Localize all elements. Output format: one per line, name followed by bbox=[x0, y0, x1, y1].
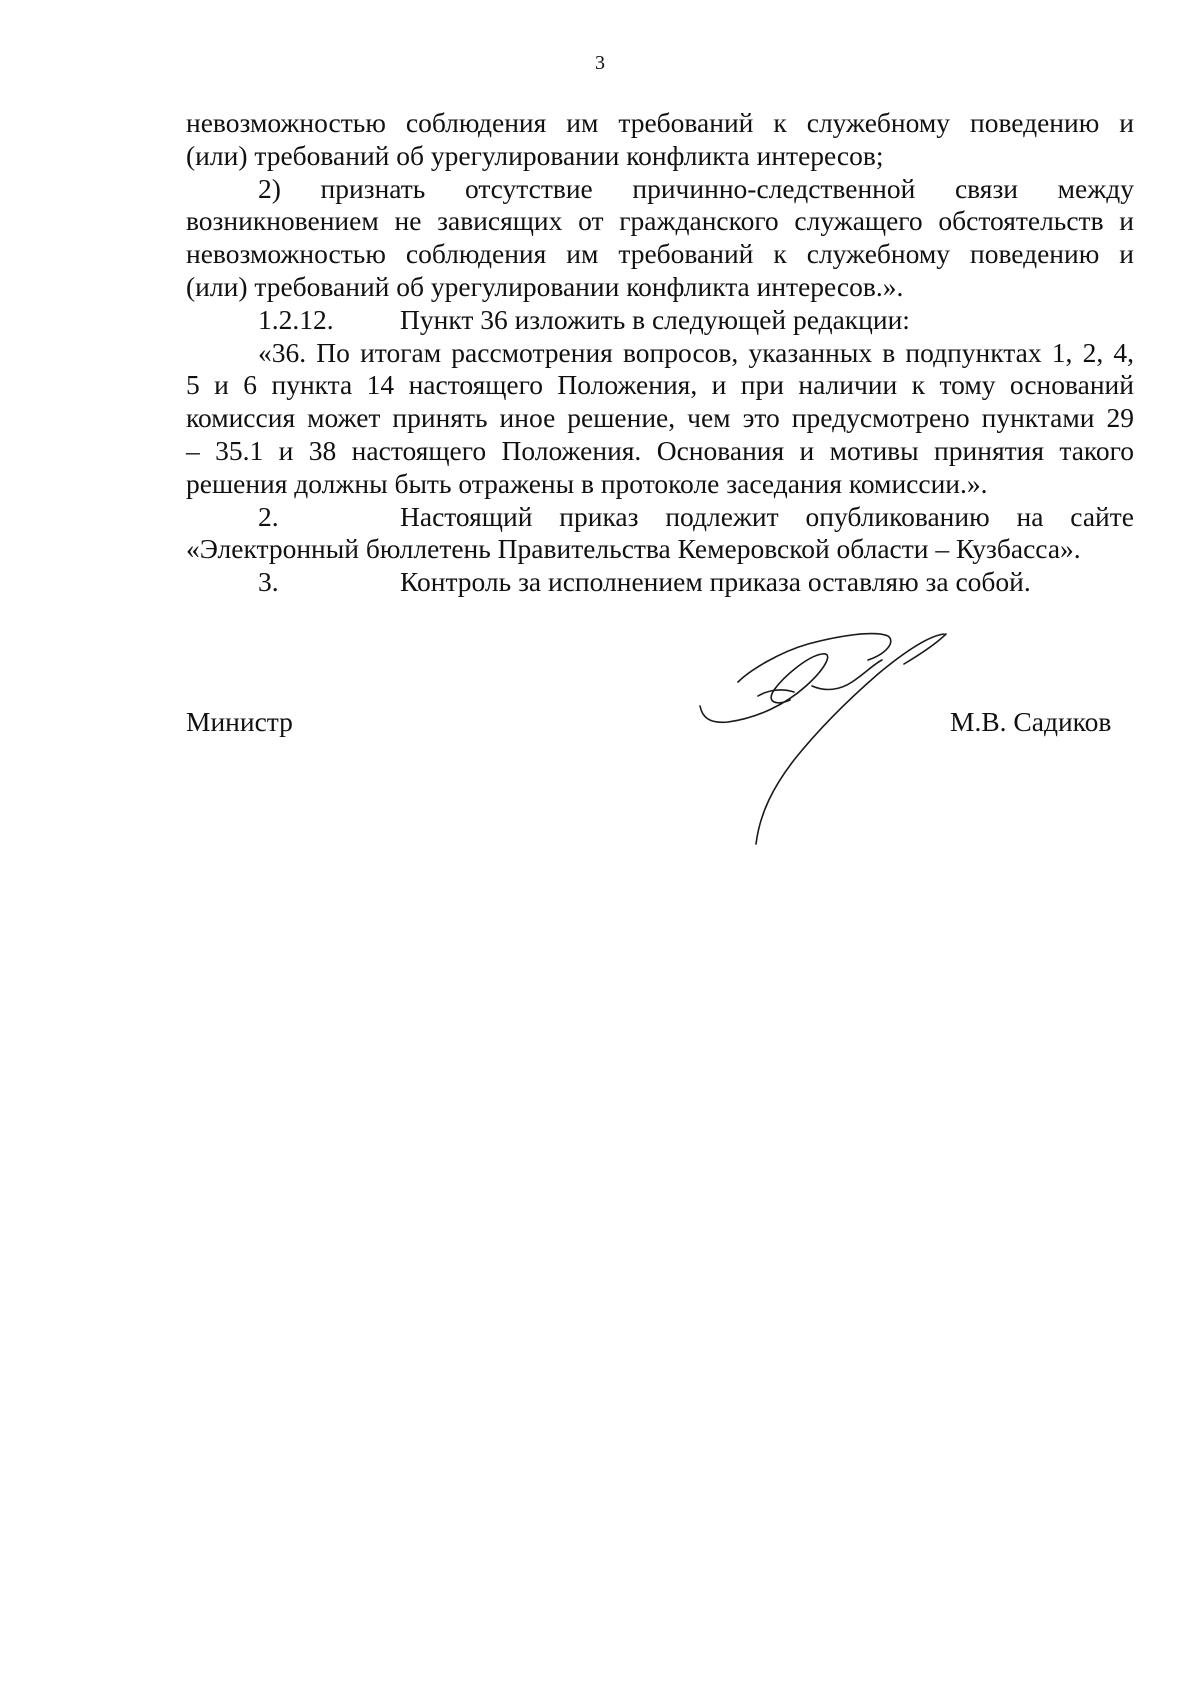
paragraph-line: (или) требований об урегулировании конфликта интересов.». bbox=[186, 270, 904, 302]
paragraph-line: Пункт 36 изложить в следующей редакции: bbox=[400, 303, 910, 335]
signer-position: Министр bbox=[186, 706, 293, 737]
paragraph-line: 2) признать отсутствие причинно-следственной связи между bbox=[258, 172, 1134, 204]
paragraph-line: «36. По итогам рассмотрения вопросов, указанных в подпунктах 1, 2, 4, bbox=[258, 336, 1134, 368]
paragraph-line: возникновением не зависящих от гражданского служащего обстоятельств и bbox=[186, 205, 1134, 237]
paragraph-line: комиссия может принять иное решение, чем это предусмотрено пунктами 29 bbox=[186, 402, 1134, 434]
paragraph-line: (или) требований об урегулировании конфликта интересов; bbox=[186, 139, 884, 171]
page-number: 3 bbox=[595, 52, 605, 74]
paragraph-line: Настоящий приказ подлежит опубликованию на сайте bbox=[400, 500, 1134, 532]
paragraph-line: – 35.1 и 38 настоящего Положения. Основания и мотивы принятия такого bbox=[186, 434, 1134, 466]
numbered-paragraph bbox=[186, 304, 1134, 337]
handwritten-signature bbox=[698, 630, 978, 845]
signer-name: М.В. Садиков bbox=[950, 706, 1112, 737]
paragraph-number: 1.2.12. bbox=[258, 303, 334, 335]
paragraph-number: 3. bbox=[258, 566, 279, 598]
paragraph-line: решения должны быть отражены в протоколе заседания комиссии.». bbox=[186, 467, 988, 499]
numbered-paragraph bbox=[186, 501, 1134, 534]
paragraph-line: 5 и 6 пункта 14 настоящего Положения, и при наличии к тому оснований bbox=[186, 369, 1134, 401]
paragraph-line: невозможностью соблюдения им требований к служебному поведению и bbox=[186, 107, 1134, 138]
paragraph-number: 2. bbox=[258, 500, 279, 532]
paragraph-line: Контроль за исполнением приказа оставляю за собой. bbox=[400, 566, 1031, 598]
paragraph-line: невозможностью соблюдения им требований к служебному поведению и bbox=[186, 238, 1134, 270]
numbered-paragraph bbox=[186, 566, 1134, 599]
paragraph-line: «Электронный бюллетень Правительства Кемеровской области – Кузбасса». bbox=[186, 533, 1081, 565]
document-body bbox=[186, 107, 1134, 599]
